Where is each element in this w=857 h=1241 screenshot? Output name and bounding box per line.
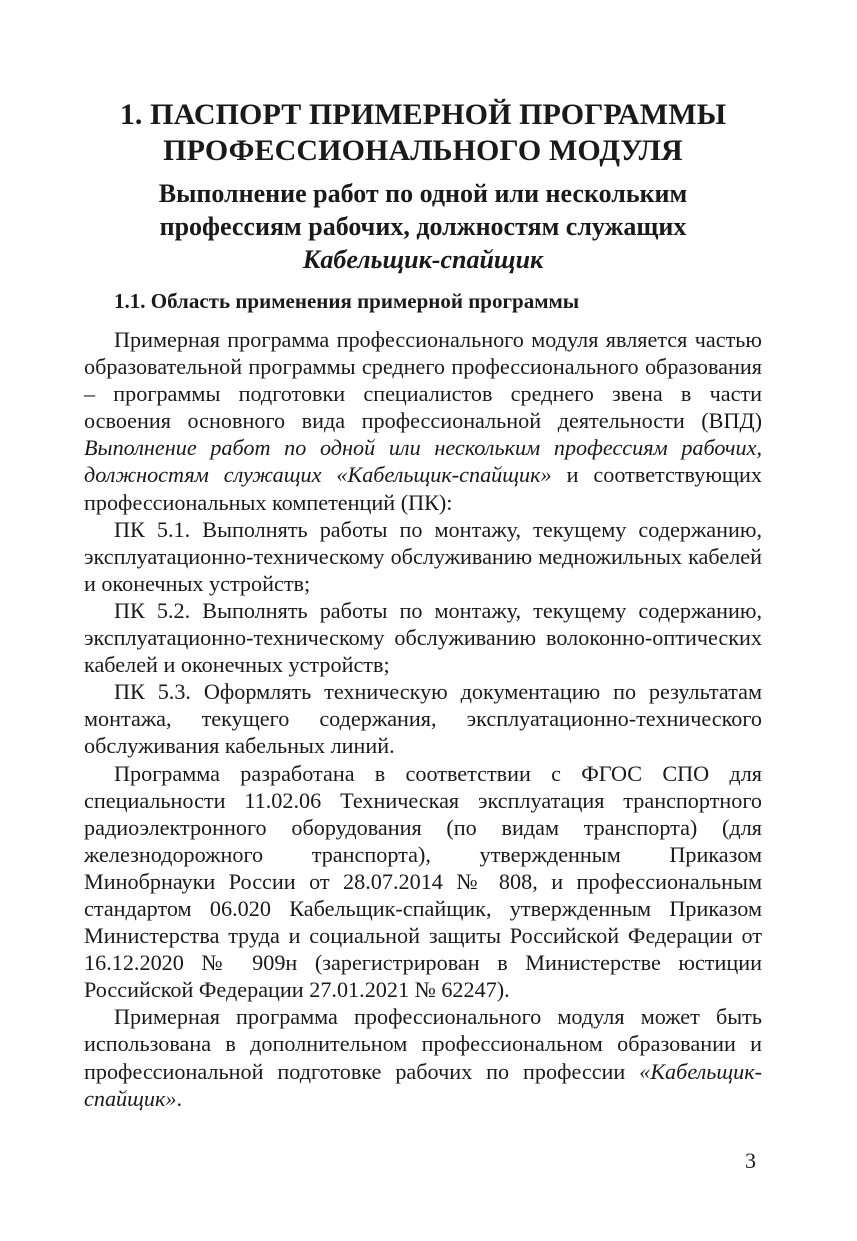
paragraph-usage-text: Примерная программа профессионального модуля может быть использована в дополнительном профессиональном образовании и профессиональной подготовке рабочих по профессии — [84, 1004, 762, 1084]
subtitle-line-1: Выполнение работ по одной или нескольким — [158, 179, 688, 208]
body-text — [84, 316, 762, 1112]
paragraph-intro — [84, 326, 762, 516]
page-number: 3 — [745, 1148, 756, 1173]
title-line-1: 1. ПАСПОРТ ПРИМЕРНОЙ ПРОГРАММЫ — [119, 98, 727, 131]
paragraph-intro-text: Примерная программа профессионального модуля является частью образовательной программы среднего профессионального образования – программы подготовки специалистов среднего звена в части освоения основного вида профессиональной деятельности (ВПД) — [84, 327, 762, 434]
competency-pk-5-2: ПК 5.2. Выполнять работы по монтажу, текущему содержанию, эксплуатационно-техническому обслуживанию волоконно-оптических кабелей и оконечных устройств; — [84, 597, 762, 678]
paragraph-usage-end: . — [176, 1085, 182, 1111]
page-title — [84, 0, 762, 169]
paragraph-standards: Программа разработана в соответствии с ФГОС СПО для специальности 11.02.06 Техническая эксплуатация транспортного радиоэлектронного оборудования (по видам транспорта) (для железнодорожного транспорта), утвержденным Приказом Минобрнауки России от 28.07.2014 № 808, и профессиональным стандартом 06.020 Кабельщик-спайщик, утвержденным Приказом Министерства труда и социальной защиты Российской Федерации от 16.12.2020 № 909н (зарегистрирован в Министерстве юстиции Российской Федерации 27.01.2021 № 62247). — [84, 760, 762, 1003]
competency-pk-5-3: ПК 5.3. Оформлять техническую документацию по результатам монтажа, текущего содержания, эксплуатационно-технического обслуживания кабельных линий. — [84, 679, 762, 759]
paragraph-intro-italic: Выполнение работ по одной или нескольким профессиям рабочих, должностям служащих «Кабельщик-спайщик» — [84, 435, 762, 488]
competency-pk-5-1: ПК 5.1. Выполнять работы по монтажу, текущему содержанию, эксплуатационно-техническому обслуживанию медножильных кабелей и оконечных устройств; — [84, 516, 762, 596]
section-heading: 1.1. Область применения примерной программы — [114, 289, 580, 313]
subtitle-line-2: профессиям рабочих, должностям служащих — [159, 212, 687, 241]
page-subtitle — [84, 169, 762, 276]
paragraph-usage — [84, 1003, 762, 1111]
document-page — [84, 0, 762, 1112]
paragraph-usage-italic: «Кабельщик-спайщик» — [84, 1058, 762, 1111]
paragraph-intro-end: и соответствующих профессиональных компетенций (ПК): — [84, 462, 762, 515]
subtitle-line-3: Кабельщик-спайщик — [302, 245, 544, 274]
title-line-2: ПРОФЕССИОНАЛЬНОГО МОДУЛЯ — [163, 134, 683, 167]
